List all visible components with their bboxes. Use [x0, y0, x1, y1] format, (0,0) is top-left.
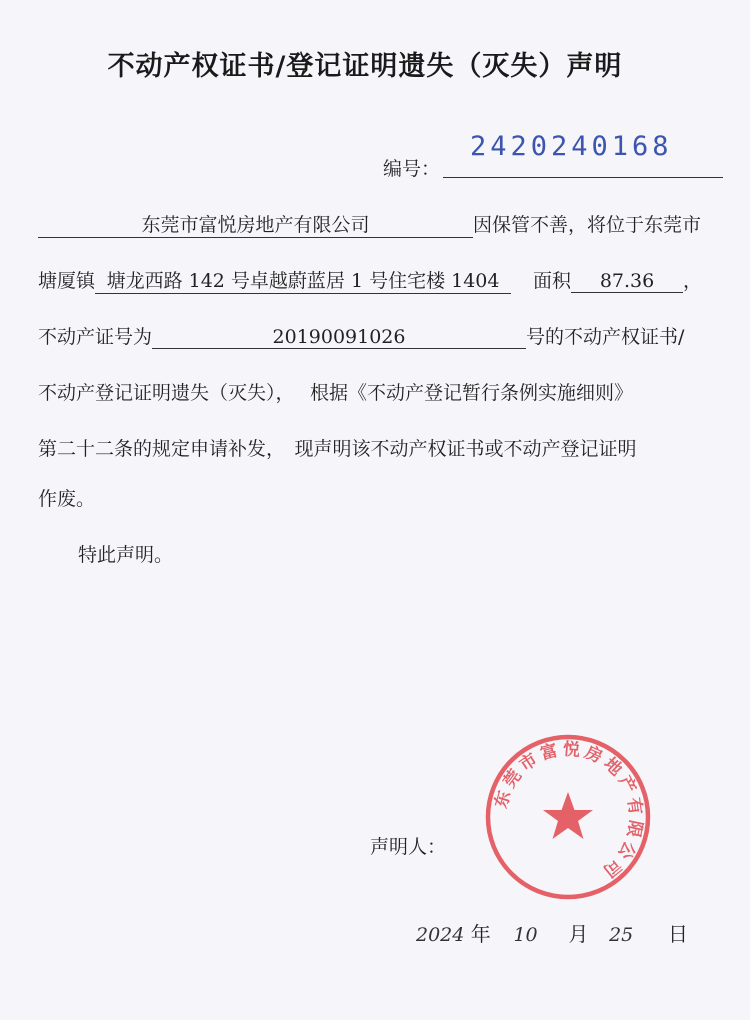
- company-seal: [483, 732, 653, 902]
- date-year: 2024: [416, 924, 465, 946]
- paragraph-line-4: 不动产登记证明遗失（灭失）， 根据《不动产登记暂行条例实施细则》: [38, 382, 634, 404]
- date-month: 10: [513, 924, 538, 946]
- paragraph-line-1: [38, 210, 701, 238]
- closing-text: 特此声明。: [78, 544, 174, 566]
- paragraph-line-6: 作废。: [38, 488, 96, 510]
- numbering-label: 编号：: [383, 158, 441, 180]
- date-year-unit: 年: [470, 922, 491, 946]
- company-name: 东莞市富悦房地产有限公司: [38, 210, 473, 238]
- property-address: 塘龙西路 142 号卓越蔚蓝居 1 号住宅楼 1404: [95, 266, 511, 294]
- document-title: 不动产权证书/登记证明遗失（灭失）声明: [107, 51, 623, 82]
- declaration-date: [416, 918, 688, 947]
- lost-reason-text: 因保管不善，将位于东莞市: [473, 214, 702, 236]
- date-day: 25: [609, 924, 634, 946]
- date-month-unit: 月: [568, 922, 589, 946]
- town-text: 塘厦镇: [38, 270, 96, 292]
- declarant-label: 声明人：: [370, 836, 447, 858]
- seal-star-icon: [543, 792, 593, 839]
- seal-text: 东莞市富悦房地产有限公司: [491, 739, 646, 884]
- cert-no-value: 20190091026: [152, 326, 526, 349]
- area-value: 87.36: [571, 270, 683, 293]
- area-tail: ，: [683, 270, 703, 292]
- cert-no-label: 不动产证号为: [38, 326, 153, 348]
- numbering-underline: [443, 177, 723, 178]
- paragraph-line-3: [38, 322, 684, 349]
- paragraph-line-5: 第二十二条的规定申请补发， 现声明该不动产权证书或不动产登记证明: [38, 438, 637, 460]
- paragraph-line-2: [38, 266, 702, 294]
- date-day-unit: 日: [667, 922, 688, 946]
- numbering-value: 2420240168: [470, 131, 673, 162]
- cert-no-tail: 号的不动产权证书/: [526, 326, 685, 348]
- area-label: 面积: [533, 270, 572, 292]
